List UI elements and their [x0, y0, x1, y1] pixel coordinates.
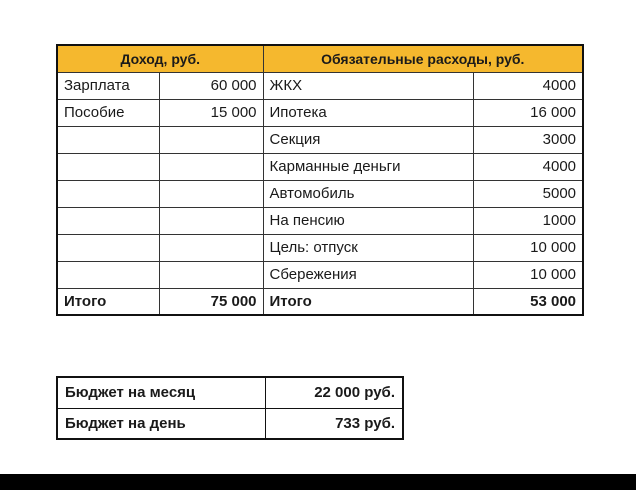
expense-label: ЖКХ	[263, 72, 473, 99]
expense-value: 10 000	[473, 261, 583, 288]
income-value	[159, 261, 263, 288]
total-row	[57, 288, 583, 315]
expense-total-label: Итого	[263, 288, 473, 315]
expense-value: 10 000	[473, 234, 583, 261]
expense-value: 16 000	[473, 99, 583, 126]
expense-value: 4000	[473, 72, 583, 99]
expense-label: Карманные деньги	[263, 153, 473, 180]
income-total-value: 75 000	[159, 288, 263, 315]
income-label	[57, 153, 159, 180]
table-row	[57, 180, 583, 207]
income-label	[57, 126, 159, 153]
expense-value: 3000	[473, 126, 583, 153]
income-value	[159, 180, 263, 207]
income-total-label: Итого	[57, 288, 159, 315]
income-value: 60 000	[159, 72, 263, 99]
expense-value: 1000	[473, 207, 583, 234]
table-row	[57, 234, 583, 261]
summary-label: Бюджет на месяц	[57, 377, 265, 408]
table-row	[57, 207, 583, 234]
income-label	[57, 234, 159, 261]
expense-value: 4000	[473, 153, 583, 180]
income-value	[159, 126, 263, 153]
table-row	[57, 261, 583, 288]
summary-value: 22 000 руб.	[265, 377, 403, 408]
expenses-header: Обязательные расходы, руб.	[263, 45, 583, 72]
budget-table	[56, 44, 584, 316]
table-row	[57, 72, 583, 99]
income-value	[159, 234, 263, 261]
table-row	[57, 126, 583, 153]
table-row	[57, 99, 583, 126]
expense-label: Цель: отпуск	[263, 234, 473, 261]
expense-label: Сбережения	[263, 261, 473, 288]
bottom-bar	[0, 474, 636, 490]
income-label	[57, 207, 159, 234]
summary-row-month	[57, 377, 403, 408]
summary-row-day	[57, 408, 403, 439]
expense-label: Автомобиль	[263, 180, 473, 207]
income-value	[159, 153, 263, 180]
table-row	[57, 153, 583, 180]
expense-label: Ипотека	[263, 99, 473, 126]
budget-body	[57, 72, 583, 315]
summary-table	[56, 376, 404, 440]
expense-label: Секция	[263, 126, 473, 153]
expense-label: На пенсию	[263, 207, 473, 234]
summary-label: Бюджет на день	[57, 408, 265, 439]
income-label	[57, 261, 159, 288]
income-value	[159, 207, 263, 234]
income-value: 15 000	[159, 99, 263, 126]
expense-value: 5000	[473, 180, 583, 207]
income-label: Зарплата	[57, 72, 159, 99]
income-label: Пособие	[57, 99, 159, 126]
income-header: Доход, руб.	[57, 45, 263, 72]
income-label	[57, 180, 159, 207]
expense-total-value: 53 000	[473, 288, 583, 315]
header-row	[57, 45, 583, 72]
summary-value: 733 руб.	[265, 408, 403, 439]
